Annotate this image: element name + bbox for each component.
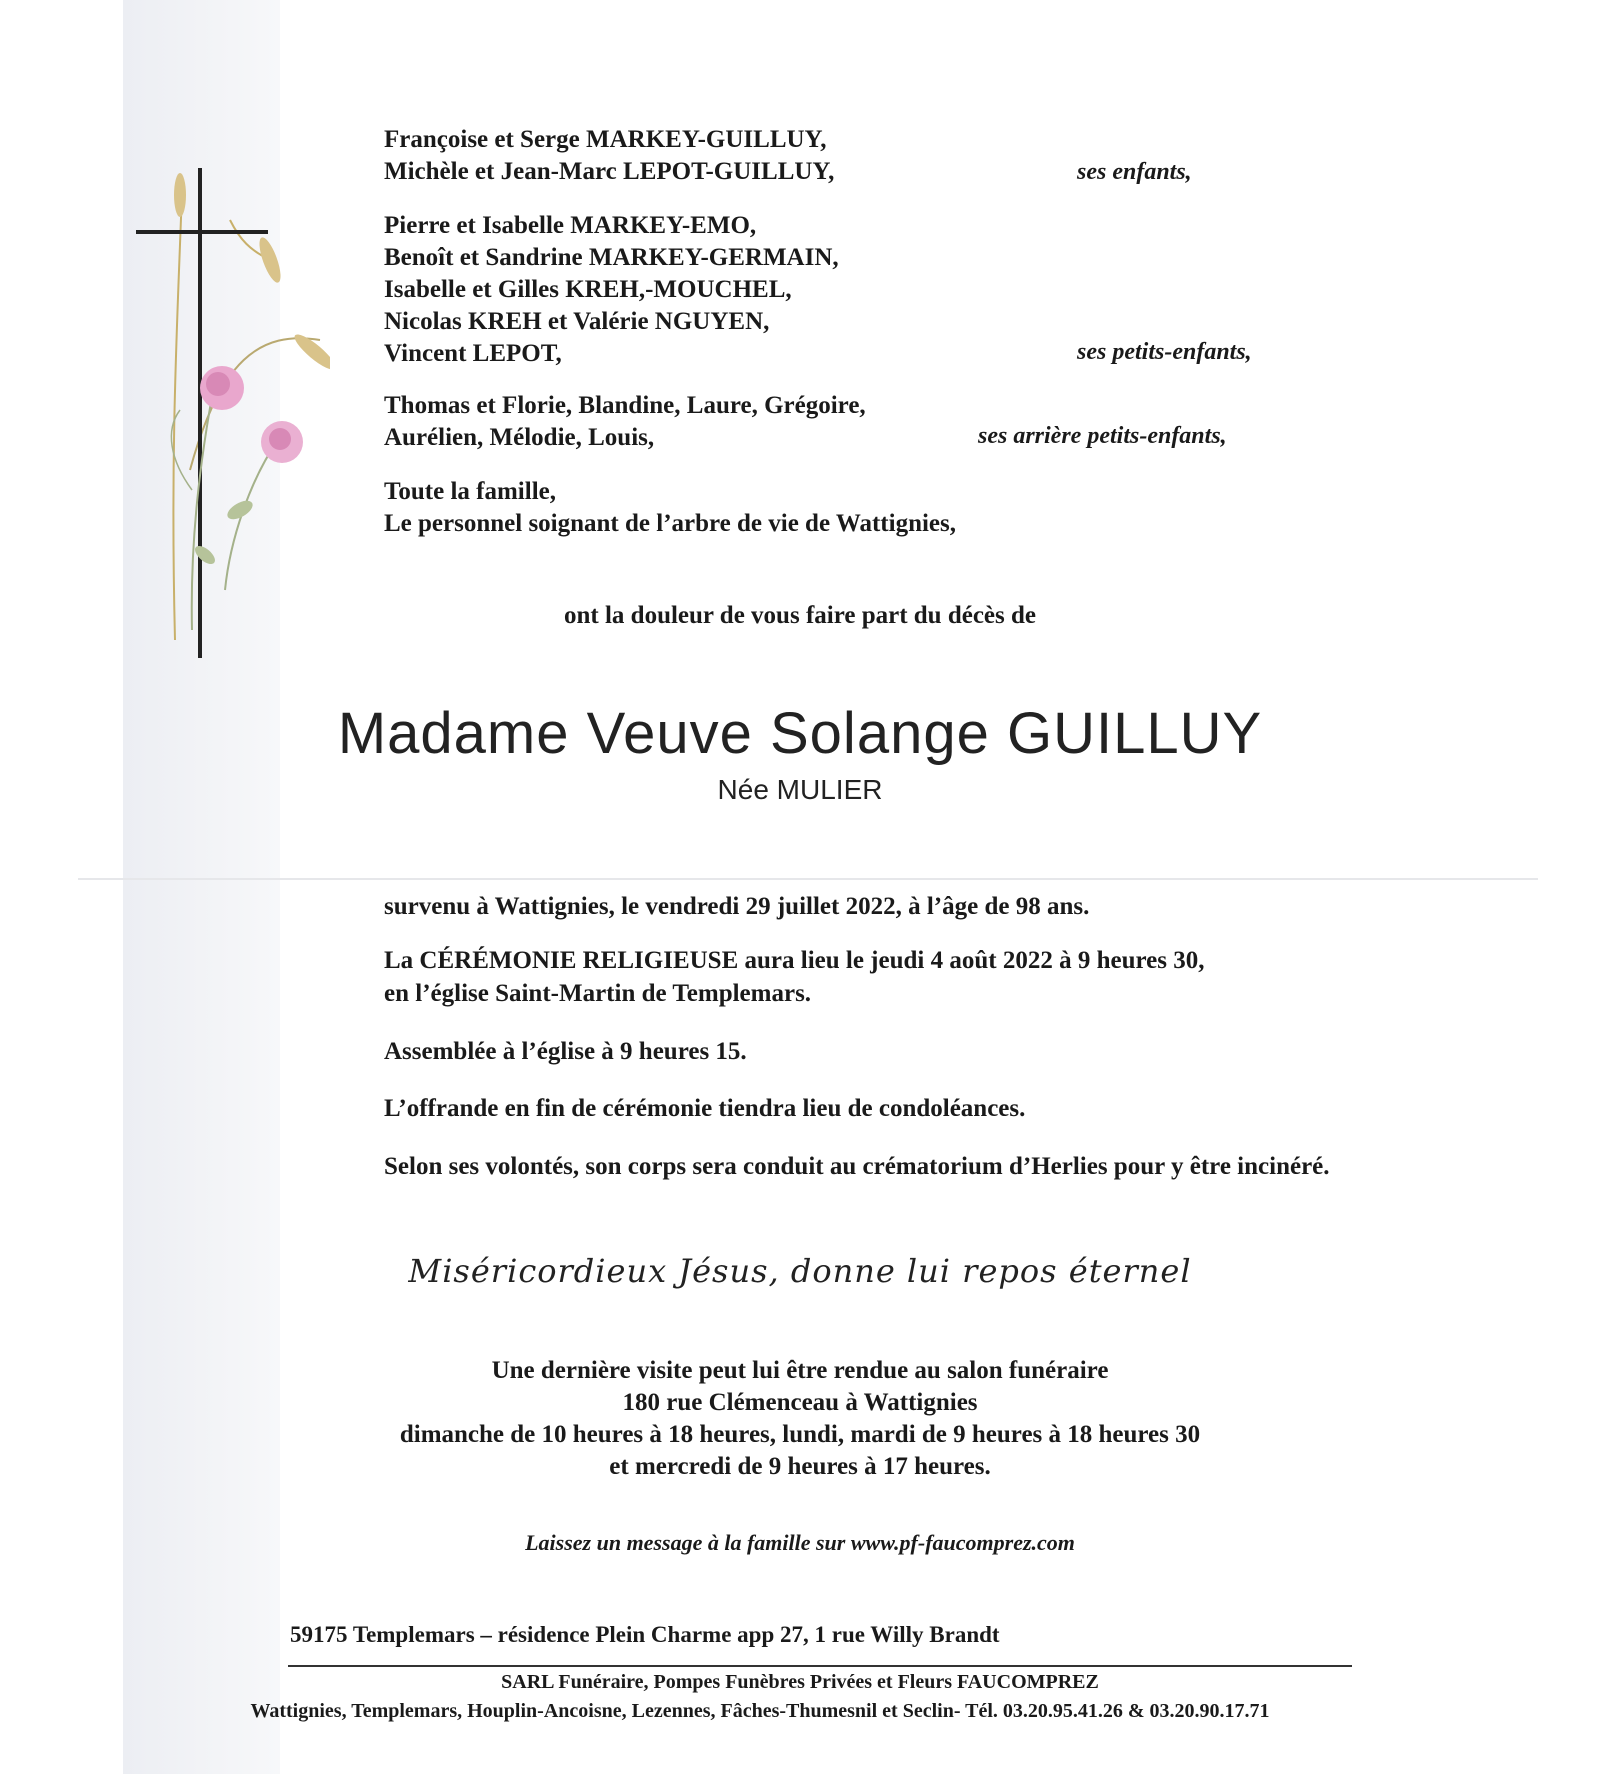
family-line: Aurélien, Mélodie, Louis, (384, 424, 655, 451)
assembly-text: Assemblée à l’église à 9 heures 15. (384, 1038, 747, 1065)
grandchildren-role: ses petits-enfants, (1077, 339, 1252, 365)
announcement-text: ont la douleur de vous faire part du décès de (563, 602, 1037, 629)
funeral-company: SARL Funéraire, Pompes Funèbres Privées et Fleurs FAUCOMPREZ (501, 1671, 1099, 1693)
death-details: survenu à Wattignies, le vendredi 29 juillet 2022, à l’âge de 98 ans. (384, 893, 1090, 920)
great-grandchildren-list (384, 390, 866, 454)
funeral-locations-phone: Wattignies, Templemars, Houplin-Ancoisne, Lezennes, Fâches-Thumesnil et Seclin- Tél. 03.20.95.41.26 & 03.20.90.17.71 (250, 1700, 1270, 1722)
visit-info (0, 1355, 1600, 1483)
family-line: Pierre et Isabelle MARKEY-EMO, (384, 212, 757, 239)
family-line: Isabelle et Gilles KREH,-MOUCHEL, (384, 276, 792, 303)
family-line: Vincent LEPOT, (384, 340, 562, 367)
cremation-text: Selon ses volontés, son corps sera conduit au crématorium d’Herlies pour y être incinéré. (384, 1153, 1330, 1180)
family-line: Toute la famille, (384, 478, 556, 505)
great-grandchildren-role: ses arrière petits-enfants, (978, 423, 1227, 449)
family-line: Le personnel soignant de l’arbre de vie de Wattignies, (384, 510, 956, 537)
ceremony-line-2: en l’église Saint-Martin de Templemars. (384, 980, 812, 1007)
family-line: Françoise et Serge MARKEY-GUILLUY, (384, 126, 827, 153)
cross-with-flowers-icon (130, 160, 330, 660)
children-list (384, 124, 834, 188)
prayer-text: Miséricordieux Jésus, donne lui repos éternel (408, 1252, 1192, 1290)
visit-line: 180 rue Clémenceau à Wattignies (622, 1389, 978, 1416)
deceased-name: Madame Veuve Solange GUILLUY (337, 701, 1263, 766)
family-line: Thomas et Florie, Blandine, Laure, Grégoire, (384, 392, 866, 419)
other-family-list (384, 476, 956, 540)
family-line: Benoît et Sandrine MARKEY-GERMAIN, (384, 244, 839, 271)
visit-line: dimanche de 10 heures à 18 heures, lundi, mardi de 9 heures à 18 heures 30 (399, 1421, 1201, 1448)
message-link-text: Laissez un message à la famille sur www.pf-faucomprez.com (525, 1530, 1075, 1555)
footer-divider (288, 1665, 1352, 1667)
family-line: Michèle et Jean-Marc LEPOT-GUILLUY, (384, 158, 835, 185)
visit-line: et mercredi de 9 heures à 17 heures. (609, 1453, 991, 1480)
birth-name: Née MULIER (717, 774, 883, 805)
ceremony-line-1: La CÉRÉMONIE RELIGIEUSE aura lieu le jeudi 4 août 2022 à 9 heures 30, (384, 947, 1205, 974)
visit-line: Une dernière visite peut lui être rendue au salon funéraire (491, 1357, 1109, 1384)
family-line: Nicolas KREH et Valérie NGUYEN, (384, 308, 770, 335)
family-address: 59175 Templemars – résidence Plein Charme app 27, 1 rue Willy Brandt (290, 1622, 1000, 1647)
paper-fold-line (78, 878, 1538, 880)
grandchildren-list (384, 210, 839, 370)
offering-text: L’offrande en fin de cérémonie tiendra lieu de condoléances. (384, 1095, 1026, 1122)
children-role: ses enfants, (1077, 159, 1192, 185)
